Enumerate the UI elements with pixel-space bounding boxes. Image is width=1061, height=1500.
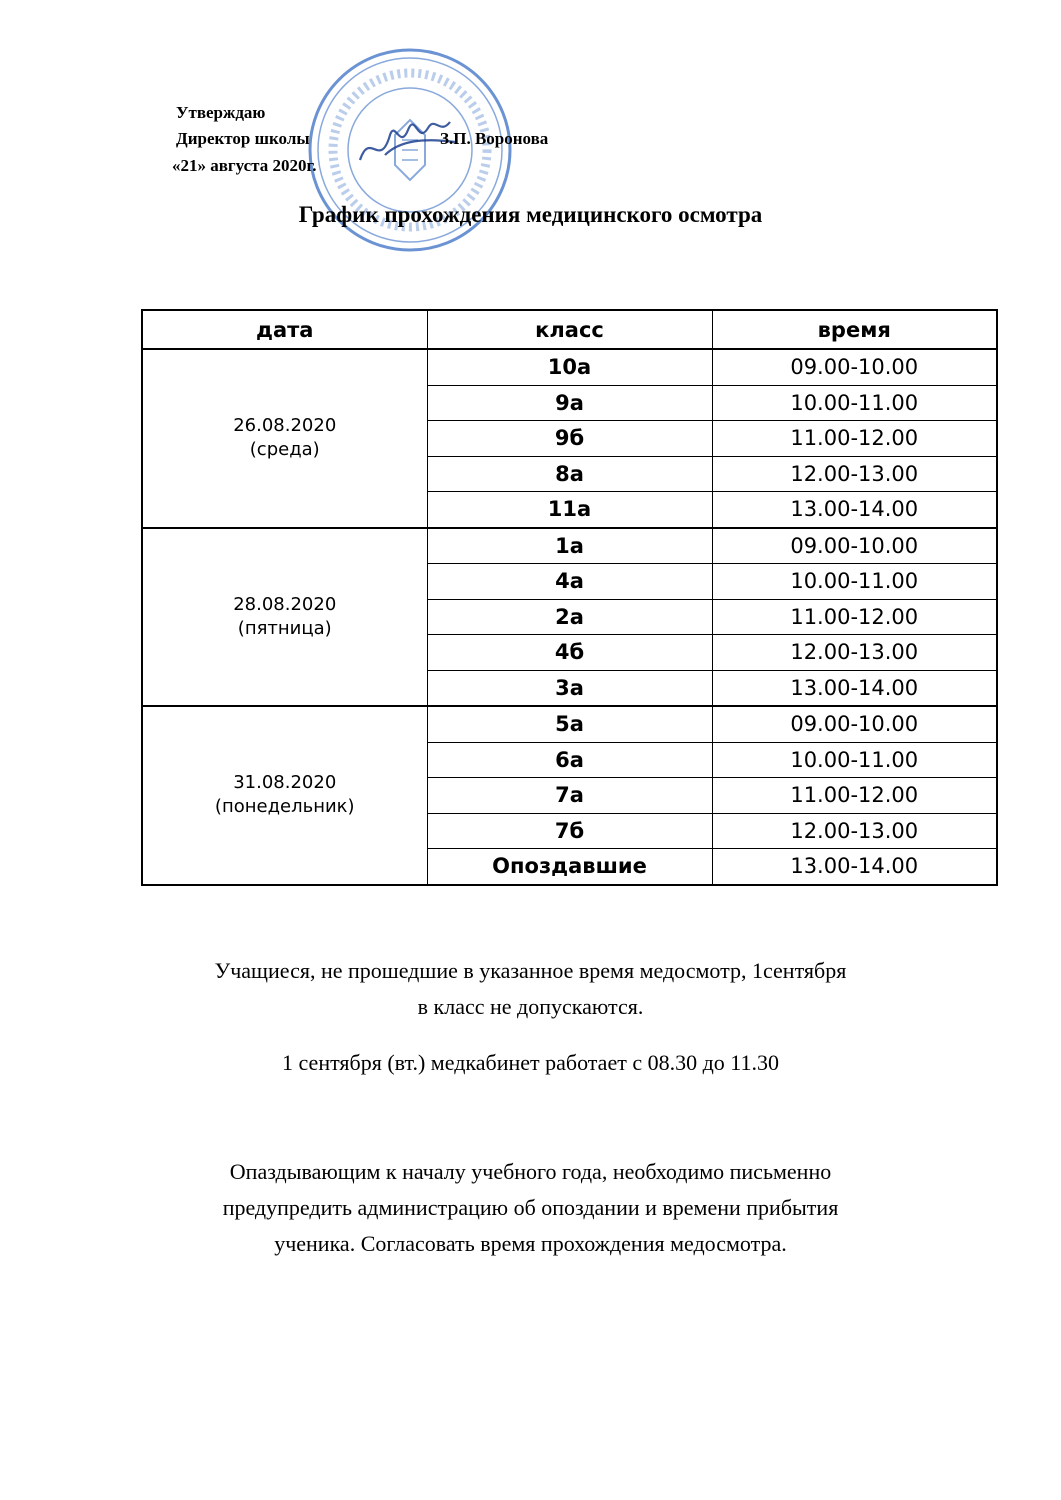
time-cell: 09.00-10.00	[712, 706, 997, 742]
class-cell: 1а	[427, 528, 712, 564]
date-cell	[142, 349, 427, 528]
time-cell: 10.00-11.00	[712, 564, 997, 600]
note-admission-line2: в класс не допускаются.	[417, 994, 644, 1019]
class-cell: 9а	[427, 385, 712, 421]
time-cell: 11.00-12.00	[712, 778, 997, 814]
director-name: З.П. Воронова	[440, 129, 549, 148]
note-latecomers-line2: предупредить администрацию об опоздании и времени прибытия	[222, 1195, 839, 1220]
approval-heading: Утверждаю	[176, 103, 266, 122]
time-cell: 10.00-11.00	[712, 385, 997, 421]
time-cell: 11.00-12.00	[712, 421, 997, 457]
date-cell	[142, 528, 427, 707]
director-label: Директор школы	[176, 129, 310, 148]
class-cell: 5а	[427, 706, 712, 742]
table-row	[142, 349, 997, 385]
note-latecomers-line3: ученика. Согласовать время прохождения медосмотра.	[274, 1231, 787, 1256]
day-of-week: (понедельник)	[214, 796, 355, 818]
note-medical-office-hours: 1 сентября (вт.) медкабинет работает с 08.30 до 11.30	[282, 1050, 779, 1075]
note-latecomers-line1: Опаздывающим к началу учебного года, необходимо письменно	[229, 1159, 832, 1184]
date-value: 28.08.2020	[233, 593, 337, 615]
date-value: 26.08.2020	[233, 415, 337, 437]
time-cell: 13.00-14.00	[712, 492, 997, 528]
class-cell: 10а	[427, 349, 712, 385]
header-date: дата	[142, 310, 427, 349]
time-cell: 13.00-14.00	[712, 849, 997, 885]
approval-date: «21» августа 2020г.	[172, 156, 317, 175]
time-cell: 09.00-10.00	[712, 528, 997, 564]
time-cell: 10.00-11.00	[712, 742, 997, 778]
day-of-week: (среда)	[249, 439, 320, 461]
class-cell: 11а	[427, 492, 712, 528]
class-cell: 6а	[427, 742, 712, 778]
class-cell: Опоздавшие	[427, 849, 712, 885]
class-cell: 4а	[427, 564, 712, 600]
note-admission-line1: Учащиеся, не прошедшие в указанное время медосмотр, 1сентября	[214, 958, 847, 983]
table-header-row	[142, 310, 997, 349]
time-cell: 12.00-13.00	[712, 813, 997, 849]
table-row	[142, 528, 997, 564]
class-cell: 7б	[427, 813, 712, 849]
time-cell: 11.00-12.00	[712, 599, 997, 635]
class-cell: 4б	[427, 635, 712, 671]
date-value: 31.08.2020	[233, 772, 337, 794]
class-cell: 2а	[427, 599, 712, 635]
table-row	[142, 706, 997, 742]
note-admission	[0, 953, 1061, 1025]
time-cell: 13.00-14.00	[712, 670, 997, 706]
day-of-week: (пятница)	[237, 617, 332, 639]
schedule-table	[141, 309, 998, 886]
class-cell: 3а	[427, 670, 712, 706]
class-cell: 7а	[427, 778, 712, 814]
date-cell	[142, 706, 427, 885]
class-cell: 9б	[427, 421, 712, 457]
time-cell: 09.00-10.00	[712, 349, 997, 385]
time-cell: 12.00-13.00	[712, 635, 997, 671]
header-class: класс	[427, 310, 712, 349]
note-latecomers	[0, 1154, 1061, 1262]
time-cell: 12.00-13.00	[712, 456, 997, 492]
header-time: время	[712, 310, 997, 349]
class-cell: 8а	[427, 456, 712, 492]
page-title: График прохождения медицинского осмотра	[298, 202, 763, 227]
